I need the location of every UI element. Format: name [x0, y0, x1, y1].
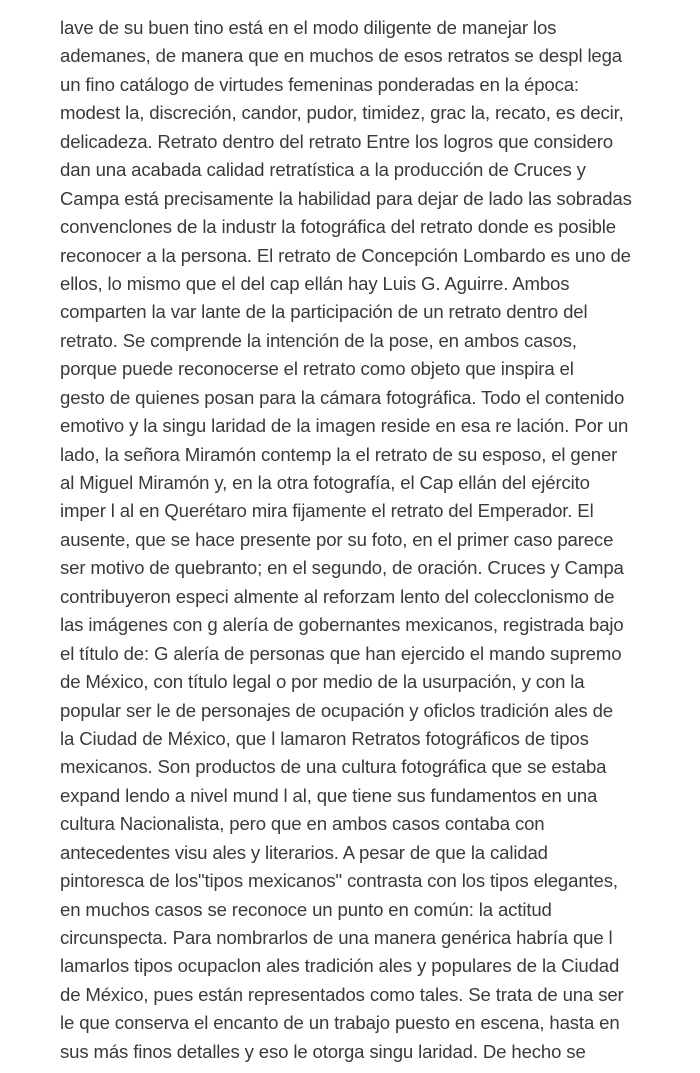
text-line: el título de: G alería de personas que han ejercido el mando supremo [60, 642, 622, 664]
text-line: modest la, discreción, candor, pudor, timidez, grac la, recato, es decir, [60, 102, 624, 124]
text-line: gesto de quienes posan para la cámara fotográfica. Todo el contenido [60, 386, 625, 408]
text-line: lado, la señora Miramón contemp la el retrato de su esposo, el gener [60, 443, 618, 465]
text-line: lave de su buen tino está en el modo diligente de manejar los [60, 17, 557, 38]
text-line: mexicanos. Son productos de una cultura fotográfica que se estaba [60, 756, 607, 778]
text-line: la Ciudad de México, que l lamaron Retratos fotográficos de tipos [60, 727, 589, 749]
text-line: un fino catálogo de virtudes femeninas ponderadas en la época: [60, 73, 579, 95]
text-line: dan una acabada calidad retratística a la producción de Cruces y [60, 159, 586, 181]
text-line: ademanes, de manera que en muchos de esos retratos se despl lega [60, 45, 622, 67]
text-line: reconocer a la persona. El retrato de Concepción Lombardo es uno de [60, 244, 631, 266]
text-line: pintoresca de los"tipos mexicanos" contrasta con los tipos elegantes, [60, 870, 618, 892]
text-line: porque puede reconocerse el retrato como objeto que inspira el [60, 358, 574, 380]
text-line: circunspecta. Para nombrarlos de una manera genérica habría que l [60, 927, 613, 948]
text-line: convenclones de la industr la fotográfica del retrato donde es posible [60, 216, 616, 238]
text-line: al Miguel Miramón y, en la otra fotografía, el Cap ellán del ejército [60, 472, 590, 493]
text-line: ser motivo de quebranto; en el segundo, de oración. Cruces y Campa [60, 557, 624, 579]
text-line: imper l al en Querétaro mira fijamente el retrato del Emperador. El [60, 500, 594, 522]
text-line: popular ser le de personajes de ocupación y oficlos tradición ales de [60, 699, 613, 721]
text-line: antecedentes visu ales y literarios. A pesar de que la calidad [60, 841, 548, 863]
text-line: cultura Nacionalista, pero que en ambos casos contaba con [60, 813, 545, 835]
text-line: de México, pues están representados como tales. Se trata de una ser [60, 983, 624, 1005]
article-body [60, 14, 696, 1066]
text-line: lamarlos tipos ocupaclon ales tradición ales y populares de la Ciudad [60, 955, 620, 977]
text-line: las imágenes con g alería de gobernantes mexicanos, registrada bajo [60, 614, 624, 636]
text-line: expand lendo a nivel mund l al, que tiene sus fundamentos en una [60, 784, 598, 806]
text-line: Campa está precisamente la habilidad para dejar de lado las sobradas [60, 187, 632, 209]
text-line: retrato. Se comprende la intención de la pose, en ambos casos, [60, 329, 577, 351]
text-line: comparten la var lante de la participación de un retrato dentro del [60, 301, 588, 323]
text-line: ellos, lo mismo que el del cap ellán hay Luis G. Aguirre. Ambos [60, 272, 570, 294]
text-line: contribuyeron especi almente al reforzam lento del colecclonismo de [60, 585, 615, 607]
text-line: de México, con título legal o por medio de la usurpación, y con la [60, 671, 585, 693]
text-line: emotivo y la singu laridad de la imagen reside en esa re lación. Por un [60, 415, 629, 437]
text-line: ausente, que se hace presente por su foto, en el primer caso parece [60, 528, 614, 550]
text-line: delicadeza. Retrato dentro del retrato Entre los logros que considero [60, 130, 613, 152]
text-line: sus más finos detalles y eso le otorga singu laridad. De hecho se [60, 1040, 586, 1062]
text-line: le que conserva el encanto de un trabajo puesto en escena, hasta en [60, 1012, 620, 1034]
text-line: en muchos casos se reconoce un punto en común: la actitud [60, 898, 552, 920]
